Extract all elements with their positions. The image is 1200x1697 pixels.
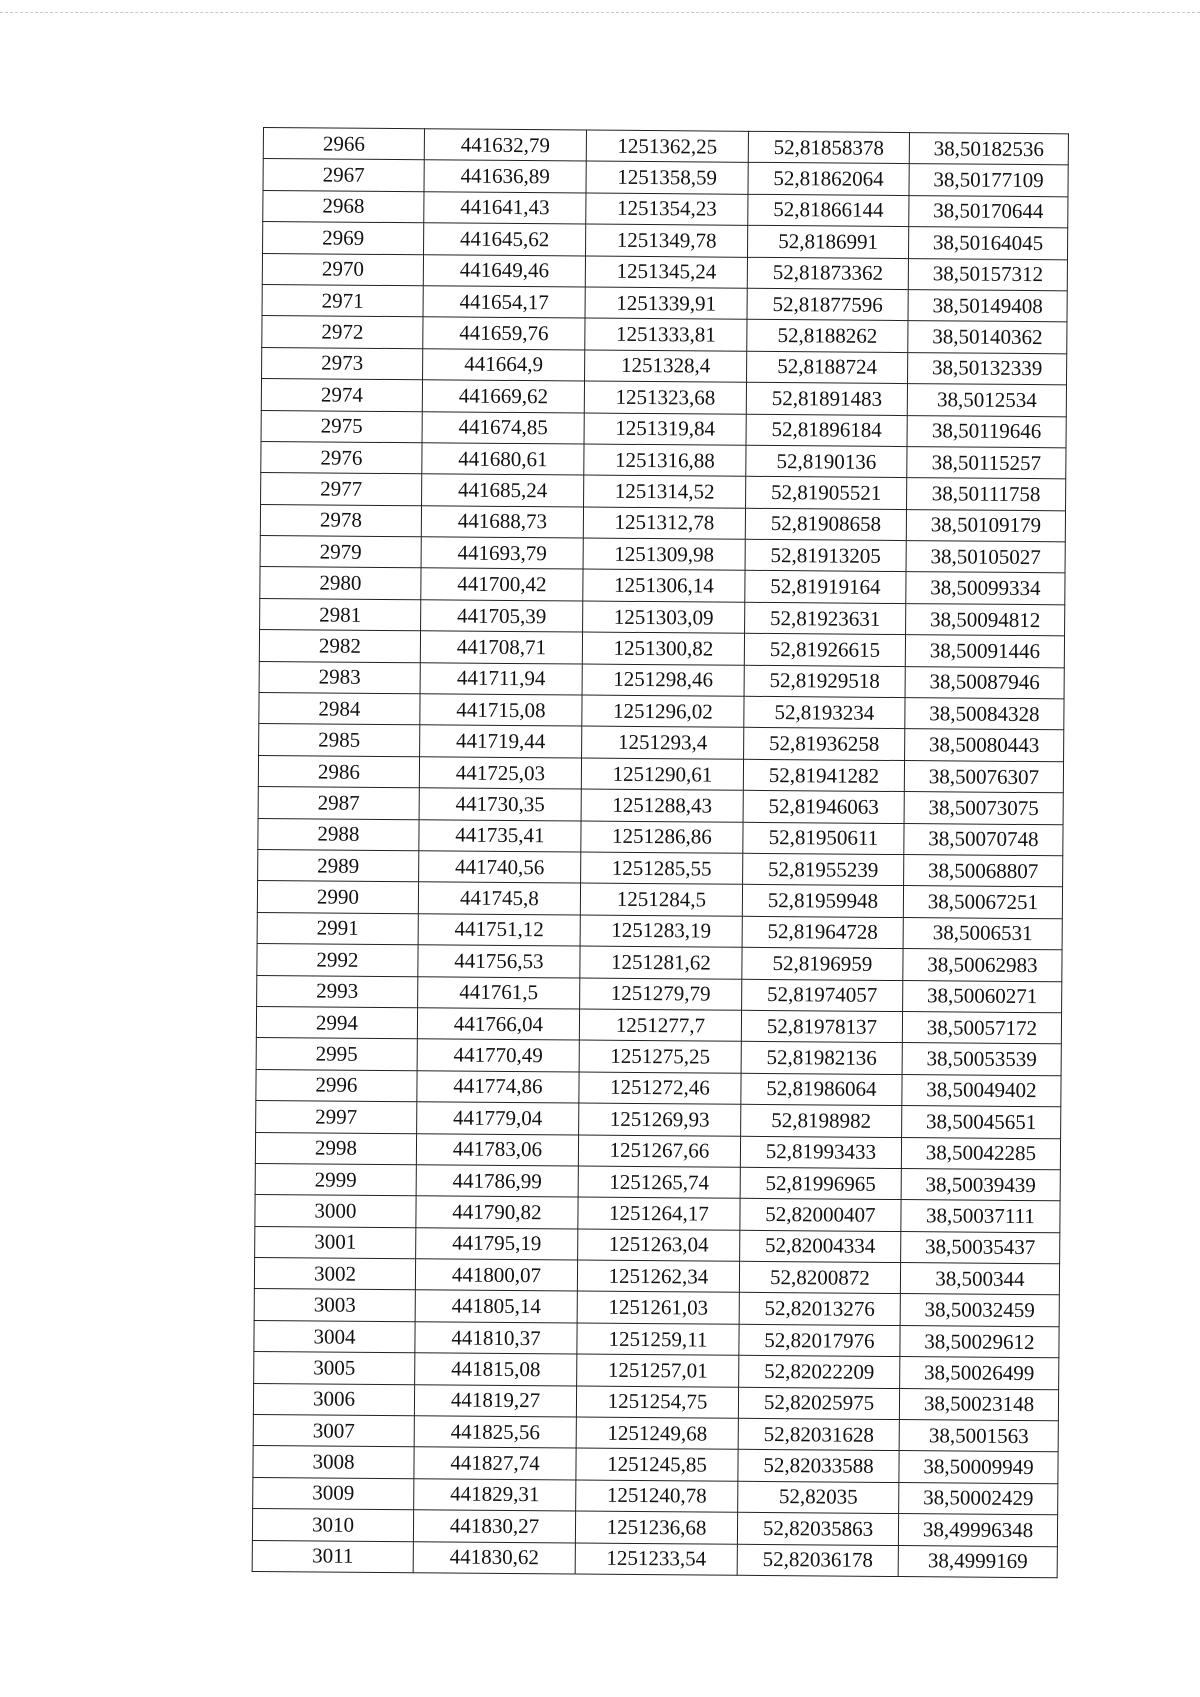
point-number-cell: 2991: [257, 912, 418, 945]
latitude-cell: 52,8190136: [746, 445, 907, 478]
latitude-cell: 52,81959948: [742, 885, 903, 918]
latitude-cell: 52,81978137: [741, 1010, 902, 1043]
latitude-cell: 52,81908658: [745, 508, 906, 541]
x-coordinate-cell: 441751,12: [418, 914, 580, 947]
longitude-cell: 38,5001563: [899, 1420, 1058, 1453]
y-coordinate-cell: 1251257,01: [577, 1354, 739, 1387]
longitude-cell: 38,50070748: [904, 823, 1063, 856]
y-coordinate-cell: 1251254,75: [576, 1386, 738, 1419]
y-coordinate-cell: 1251275,25: [579, 1040, 741, 1073]
y-coordinate-cell: 1251262,34: [577, 1260, 739, 1293]
latitude-cell: 52,81964728: [742, 916, 903, 949]
longitude-cell: 38,50099334: [906, 572, 1065, 605]
longitude-cell: 38,50045651: [902, 1106, 1061, 1139]
x-coordinate-cell: 441745,8: [418, 882, 580, 915]
latitude-cell: 52,82022209: [739, 1356, 900, 1389]
coordinates-table: [252, 127, 1069, 1578]
point-number-cell: 2986: [258, 755, 419, 788]
x-coordinate-cell: 441829,31: [414, 1479, 576, 1512]
y-coordinate-cell: 1251333,81: [585, 318, 747, 351]
latitude-cell: 52,82036178: [737, 1544, 898, 1577]
latitude-cell: 52,82035: [738, 1481, 899, 1514]
longitude-cell: 38,50164045: [908, 227, 1067, 260]
longitude-cell: 38,50084328: [905, 698, 1064, 731]
x-coordinate-cell: 441641,43: [424, 192, 586, 225]
longitude-cell: 38,50009949: [899, 1451, 1058, 1484]
longitude-cell: 38,50073075: [904, 792, 1063, 825]
latitude-cell: 52,8188724: [747, 351, 908, 384]
point-number-cell: 3010: [252, 1509, 413, 1542]
point-number-cell: 3008: [253, 1446, 414, 1479]
point-number-cell: 2973: [262, 347, 423, 380]
point-number-cell: 2984: [259, 693, 420, 726]
y-coordinate-cell: 1251284,5: [580, 883, 742, 916]
x-coordinate-cell: 441649,46: [423, 254, 585, 287]
longitude-cell: 38,50094812: [906, 603, 1065, 636]
point-number-cell: 3001: [255, 1226, 416, 1259]
latitude-cell: 52,81986064: [741, 1073, 902, 1106]
scan-edge-line: [0, 12, 1200, 13]
point-number-cell: 2989: [258, 849, 419, 882]
coordinates-table-body: [252, 128, 1068, 1578]
y-coordinate-cell: 1251249,68: [576, 1417, 738, 1450]
x-coordinate-cell: 441815,08: [415, 1353, 577, 1386]
x-coordinate-cell: 441827,74: [414, 1447, 576, 1480]
x-coordinate-cell: 441805,14: [415, 1290, 577, 1323]
point-number-cell: 3007: [253, 1414, 414, 1447]
latitude-cell: 52,81866144: [748, 194, 909, 227]
y-coordinate-cell: 1251345,24: [585, 256, 747, 289]
point-number-cell: 3006: [253, 1383, 414, 1416]
point-number-cell: 2970: [262, 253, 423, 286]
point-number-cell: 2996: [256, 1069, 417, 1102]
y-coordinate-cell: 1251269,93: [579, 1103, 741, 1136]
point-number-cell: 2976: [261, 441, 422, 474]
longitude-cell: 38,5012534: [907, 384, 1066, 417]
x-coordinate-cell: 441659,76: [423, 317, 585, 350]
y-coordinate-cell: 1251349,78: [585, 224, 747, 257]
latitude-cell: 52,8196959: [742, 947, 903, 980]
point-number-cell: 2969: [263, 222, 424, 255]
latitude-cell: 52,81858378: [748, 131, 909, 164]
y-coordinate-cell: 1251312,78: [583, 507, 745, 540]
point-number-cell: 2993: [257, 975, 418, 1008]
y-coordinate-cell: 1251277,7: [579, 1009, 741, 1042]
x-coordinate-cell: 441685,24: [422, 474, 584, 507]
x-coordinate-cell: 441669,62: [422, 380, 584, 413]
longitude-cell: 38,50132339: [908, 352, 1067, 385]
longitude-cell: 38,50068807: [904, 855, 1063, 888]
y-coordinate-cell: 1251233,54: [575, 1543, 737, 1576]
table-row: [252, 1540, 1057, 1578]
x-coordinate-cell: 441786,99: [416, 1165, 578, 1198]
y-coordinate-cell: 1251309,98: [583, 538, 745, 571]
latitude-cell: 52,81946063: [743, 790, 904, 823]
y-coordinate-cell: 1251306,14: [583, 569, 745, 602]
latitude-cell: 52,81993433: [740, 1136, 901, 1169]
y-coordinate-cell: 1251283,19: [580, 915, 742, 948]
latitude-cell: 52,82017976: [739, 1324, 900, 1357]
point-number-cell: 3000: [255, 1195, 416, 1228]
point-number-cell: 3009: [253, 1477, 414, 1510]
latitude-cell: 52,81941282: [743, 759, 904, 792]
x-coordinate-cell: 441819,27: [414, 1384, 576, 1417]
longitude-cell: 38,50115257: [907, 446, 1066, 479]
y-coordinate-cell: 1251236,68: [575, 1511, 737, 1544]
longitude-cell: 38,50035437: [901, 1231, 1060, 1264]
latitude-cell: 52,82025975: [738, 1387, 899, 1420]
latitude-cell: 52,8198982: [741, 1104, 902, 1137]
point-number-cell: 2968: [263, 190, 424, 223]
y-coordinate-cell: 1251296,02: [582, 695, 744, 728]
longitude-cell: 38,49996348: [898, 1514, 1057, 1547]
y-coordinate-cell: 1251240,78: [576, 1480, 738, 1513]
point-number-cell: 3005: [254, 1352, 415, 1385]
longitude-cell: 38,50062983: [903, 949, 1062, 982]
longitude-cell: 38,50182536: [909, 133, 1068, 166]
x-coordinate-cell: 441693,79: [421, 537, 583, 570]
latitude-cell: 52,82035863: [737, 1512, 898, 1545]
point-number-cell: 3011: [252, 1540, 413, 1573]
x-coordinate-cell: 441705,39: [421, 600, 583, 633]
point-number-cell: 2983: [259, 661, 420, 694]
longitude-cell: 38,50067251: [903, 886, 1062, 919]
point-number-cell: 2966: [263, 128, 424, 161]
point-number-cell: 2974: [261, 379, 422, 412]
longitude-cell: 38,50002429: [899, 1482, 1058, 1515]
y-coordinate-cell: 1251285,55: [581, 852, 743, 885]
latitude-cell: 52,8193234: [744, 696, 905, 729]
latitude-cell: 52,81955239: [743, 853, 904, 886]
latitude-cell: 52,81877596: [747, 288, 908, 321]
x-coordinate-cell: 441761,5: [418, 976, 580, 1009]
y-coordinate-cell: 1251259,11: [577, 1323, 739, 1356]
longitude-cell: 38,50111758: [907, 478, 1066, 511]
point-number-cell: 3004: [254, 1320, 415, 1353]
longitude-cell: 38,50105027: [906, 541, 1065, 574]
y-coordinate-cell: 1251261,03: [577, 1291, 739, 1324]
longitude-cell: 38,5006531: [903, 917, 1062, 950]
y-coordinate-cell: 1251265,74: [578, 1166, 740, 1199]
longitude-cell: 38,50037111: [901, 1200, 1060, 1233]
y-coordinate-cell: 1251290,61: [581, 758, 743, 791]
y-coordinate-cell: 1251286,86: [581, 821, 743, 854]
y-coordinate-cell: 1251272,46: [579, 1072, 741, 1105]
latitude-cell: 52,81923631: [745, 602, 906, 635]
point-number-cell: 2995: [256, 1038, 417, 1071]
x-coordinate-cell: 441756,53: [418, 945, 580, 978]
x-coordinate-cell: 441800,07: [415, 1259, 577, 1292]
x-coordinate-cell: 441783,06: [416, 1133, 578, 1166]
latitude-cell: 52,81862064: [748, 163, 909, 196]
point-number-cell: 2990: [257, 881, 418, 914]
latitude-cell: 52,82033588: [738, 1450, 899, 1483]
point-number-cell: 2985: [259, 724, 420, 757]
latitude-cell: 52,82004334: [740, 1230, 901, 1263]
point-number-cell: 2971: [262, 284, 423, 317]
latitude-cell: 52,81873362: [747, 257, 908, 290]
latitude-cell: 52,81974057: [742, 979, 903, 1012]
longitude-cell: 38,50157312: [908, 258, 1067, 291]
y-coordinate-cell: 1251263,04: [578, 1229, 740, 1262]
longitude-cell: 38,50076307: [904, 760, 1063, 793]
y-coordinate-cell: 1251288,43: [581, 789, 743, 822]
y-coordinate-cell: 1251264,17: [578, 1197, 740, 1230]
latitude-cell: 52,82013276: [739, 1293, 900, 1326]
x-coordinate-cell: 441636,89: [424, 160, 586, 193]
y-coordinate-cell: 1251314,52: [584, 475, 746, 508]
y-coordinate-cell: 1251279,79: [580, 978, 742, 1011]
x-coordinate-cell: 441711,94: [420, 662, 582, 695]
longitude-cell: 38,50091446: [905, 635, 1064, 668]
latitude-cell: 52,82000407: [740, 1199, 901, 1232]
longitude-cell: 38,50170644: [909, 195, 1068, 228]
point-number-cell: 2967: [263, 159, 424, 192]
x-coordinate-cell: 441740,56: [419, 851, 581, 884]
longitude-cell: 38,500344: [900, 1263, 1059, 1296]
x-coordinate-cell: 441688,73: [421, 505, 583, 538]
y-coordinate-cell: 1251319,84: [584, 413, 746, 446]
longitude-cell: 38,50177109: [909, 164, 1068, 197]
latitude-cell: 52,81891483: [746, 382, 907, 415]
longitude-cell: 38,50060271: [903, 980, 1062, 1013]
longitude-cell: 38,50023148: [899, 1388, 1058, 1421]
x-coordinate-cell: 441719,44: [420, 725, 582, 758]
y-coordinate-cell: 1251293,4: [582, 726, 744, 759]
latitude-cell: 52,81982136: [741, 1042, 902, 1075]
x-coordinate-cell: 441795,19: [416, 1227, 578, 1260]
point-number-cell: 2977: [261, 473, 422, 506]
longitude-cell: 38,50053539: [902, 1043, 1061, 1076]
longitude-cell: 38,50140362: [908, 321, 1067, 354]
latitude-cell: 52,81996965: [740, 1167, 901, 1200]
latitude-cell: 52,81913205: [745, 539, 906, 572]
longitude-cell: 38,50029612: [900, 1325, 1059, 1358]
point-number-cell: 2982: [259, 630, 420, 663]
point-number-cell: 2972: [262, 316, 423, 349]
latitude-cell: 52,81896184: [746, 414, 907, 447]
point-number-cell: 2980: [260, 567, 421, 600]
point-number-cell: 2979: [260, 536, 421, 569]
x-coordinate-cell: 441779,04: [417, 1102, 579, 1135]
x-coordinate-cell: 441680,61: [422, 443, 584, 476]
x-coordinate-cell: 441674,85: [422, 411, 584, 444]
x-coordinate-cell: 441708,71: [420, 631, 582, 664]
point-number-cell: 2999: [255, 1163, 416, 1196]
point-number-cell: 2994: [256, 1006, 417, 1039]
point-number-cell: 2981: [260, 598, 421, 631]
x-coordinate-cell: 441735,41: [419, 819, 581, 852]
longitude-cell: 38,50109179: [906, 509, 1065, 542]
x-coordinate-cell: 441725,03: [419, 757, 581, 790]
x-coordinate-cell: 441830,62: [413, 1541, 575, 1574]
x-coordinate-cell: 441700,42: [421, 568, 583, 601]
latitude-cell: 52,82031628: [738, 1418, 899, 1451]
longitude-cell: 38,50119646: [907, 415, 1066, 448]
latitude-cell: 52,81926615: [744, 634, 905, 667]
longitude-cell: 38,50049402: [902, 1074, 1061, 1107]
longitude-cell: 38,50042285: [901, 1137, 1060, 1170]
x-coordinate-cell: 441715,08: [420, 694, 582, 727]
x-coordinate-cell: 441790,82: [416, 1196, 578, 1229]
x-coordinate-cell: 441774,86: [417, 1070, 579, 1103]
x-coordinate-cell: 441766,04: [417, 1008, 579, 1041]
latitude-cell: 52,8188262: [747, 320, 908, 353]
x-coordinate-cell: 441770,49: [417, 1039, 579, 1072]
longitude-cell: 38,50032459: [900, 1294, 1059, 1327]
point-number-cell: 2988: [258, 818, 419, 851]
longitude-cell: 38,4999169: [898, 1545, 1057, 1578]
point-number-cell: 2992: [257, 944, 418, 977]
x-coordinate-cell: 441730,35: [419, 788, 581, 821]
x-coordinate-cell: 441810,37: [415, 1322, 577, 1355]
x-coordinate-cell: 441645,62: [424, 223, 586, 256]
point-number-cell: 2998: [255, 1132, 416, 1165]
x-coordinate-cell: 441632,79: [424, 129, 586, 162]
y-coordinate-cell: 1251300,82: [582, 632, 744, 665]
x-coordinate-cell: 441830,27: [413, 1510, 575, 1543]
y-coordinate-cell: 1251328,4: [585, 350, 747, 383]
longitude-cell: 38,50057172: [902, 1011, 1061, 1044]
x-coordinate-cell: 441664,9: [423, 348, 585, 381]
y-coordinate-cell: 1251316,88: [584, 444, 746, 477]
longitude-cell: 38,50080443: [905, 729, 1064, 762]
y-coordinate-cell: 1251362,25: [586, 130, 748, 163]
y-coordinate-cell: 1251303,09: [583, 601, 745, 634]
y-coordinate-cell: 1251267,66: [578, 1135, 740, 1168]
longitude-cell: 38,50149408: [908, 290, 1067, 323]
latitude-cell: 52,8186991: [747, 225, 908, 258]
longitude-cell: 38,50026499: [900, 1357, 1059, 1390]
latitude-cell: 52,81919164: [745, 571, 906, 604]
x-coordinate-cell: 441654,17: [423, 286, 585, 319]
latitude-cell: 52,81950611: [743, 822, 904, 855]
coordinates-table-container: [252, 127, 1063, 1578]
longitude-cell: 38,50039439: [901, 1168, 1060, 1201]
y-coordinate-cell: 1251323,68: [584, 381, 746, 414]
y-coordinate-cell: 1251358,59: [586, 161, 748, 194]
point-number-cell: 2987: [258, 787, 419, 820]
x-coordinate-cell: 441825,56: [414, 1416, 576, 1449]
point-number-cell: 2978: [260, 504, 421, 537]
latitude-cell: 52,81929518: [744, 665, 905, 698]
point-number-cell: 2975: [261, 410, 422, 443]
y-coordinate-cell: 1251339,91: [585, 287, 747, 320]
y-coordinate-cell: 1251245,85: [576, 1448, 738, 1481]
y-coordinate-cell: 1251354,23: [586, 193, 748, 226]
latitude-cell: 52,8200872: [739, 1261, 900, 1294]
y-coordinate-cell: 1251298,46: [582, 664, 744, 697]
point-number-cell: 3002: [254, 1258, 415, 1291]
point-number-cell: 2997: [256, 1101, 417, 1134]
longitude-cell: 38,50087946: [905, 666, 1064, 699]
y-coordinate-cell: 1251281,62: [580, 946, 742, 979]
latitude-cell: 52,81936258: [744, 728, 905, 761]
latitude-cell: 52,81905521: [746, 477, 907, 510]
point-number-cell: 3003: [254, 1289, 415, 1322]
